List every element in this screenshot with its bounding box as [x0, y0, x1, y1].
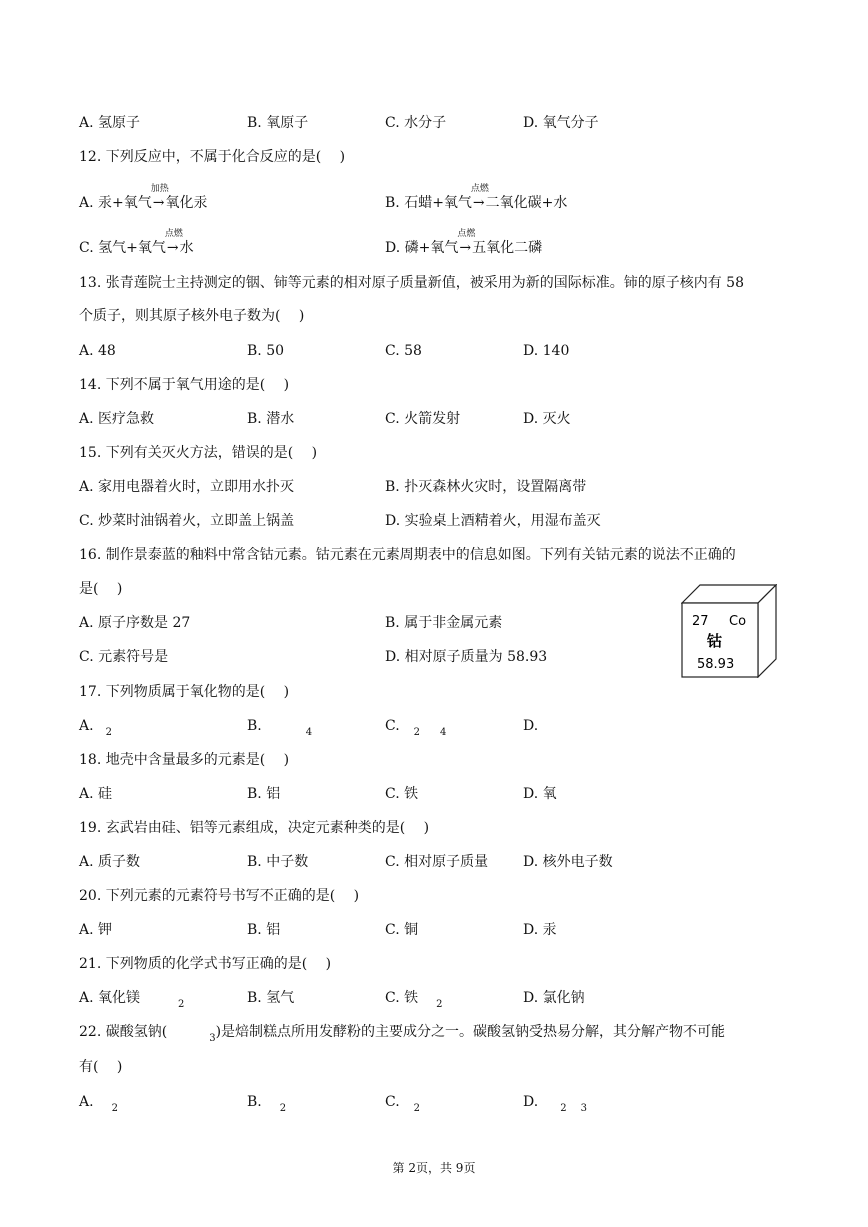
q15-option-c: C. 炒菜时油锅着火，立即盖上锅盖	[79, 513, 295, 529]
q13-option-b: B. 50	[247, 343, 285, 359]
q18-option-c: C. 铁	[385, 786, 419, 802]
q20-stem: 20. 下列元素的元素符号书写不正确的是( )	[79, 888, 360, 904]
q21-option-b: B. 氢气	[247, 990, 295, 1006]
q12-option-d: D. 磷+氧气 点燃 →五氧化二磷	[385, 229, 543, 256]
q17-stem: 17. 下列物质属于氧化物的是( )	[79, 684, 290, 700]
q15-stem: 15. 下列有关灭火方法，错误的是( )	[79, 445, 318, 461]
q13-option-c: C. 58	[385, 343, 422, 359]
page-footer: 第 2页，共 9页	[392, 1161, 476, 1175]
q21-stem: 21. 下列物质的化学式书写正确的是( )	[79, 956, 332, 972]
card-element-name: 钴	[707, 632, 723, 650]
q22-option-b: B. $_2$	[247, 1094, 287, 1114]
q16-stem-line1: 16. 制作景泰蓝的釉料中常含钴元素。钴元素在元素周期表中的信息如图。下列有关钴元素的说法不正确的	[79, 547, 736, 563]
q13-stem-line1: 13. 张青莲院士主持测定的铟、铈等元素的相对原子质量新值，被采用为新的国际标准。铈的原子核内有 58	[79, 275, 744, 291]
q19-option-b: B. 中子数	[247, 854, 309, 870]
q12-option-c: C. 氢气+氧气 点燃 →水	[79, 229, 194, 256]
q14-option-c: C. 火箭发射	[385, 411, 461, 427]
q17-option-c: C. $_2$ $_4$	[385, 718, 447, 738]
q14-option-a: A. 医疗急救	[79, 411, 155, 427]
q11-option-c: C. 水分子	[385, 115, 447, 131]
q20-option-d: D. 汞	[523, 922, 557, 938]
card-element-symbol: Co	[729, 614, 747, 629]
q20-option-b: B. 铝	[247, 922, 281, 938]
q13-option-a: A. 48	[79, 343, 116, 359]
q12-option-b: B. 石蜡+氧气 点燃 →二氧化碳+水	[385, 184, 568, 211]
q14-options	[79, 410, 571, 428]
cobalt-element-card	[681, 584, 777, 678]
q12-stem: 12. 下列反应中，不属于化合反应的是( )	[79, 149, 346, 165]
q17-options	[79, 717, 539, 738]
q16-options-ab	[79, 614, 503, 632]
reaction-arrow-icon: 点燃 →	[457, 229, 476, 256]
card-atomic-number: 27	[692, 614, 709, 629]
q17-option-d: D.	[523, 718, 539, 734]
q20-option-c: C. 铜	[385, 922, 419, 938]
q14-option-b: B. 潜水	[247, 411, 295, 427]
q12-options-cd	[79, 229, 543, 257]
reaction-arrow-icon: 点燃 →	[164, 229, 183, 256]
q21-option-c: C. 铁 $_2$	[385, 990, 443, 1010]
q18-option-d: D. 氧	[523, 786, 557, 802]
q17-option-a: A. $_2$	[79, 718, 112, 738]
q16-option-c: C. 元素符号是	[79, 649, 169, 665]
q19-option-d: D. 核外电子数	[523, 854, 613, 870]
q18-option-b: B. 铝	[247, 786, 281, 802]
q11-option-a: A. 氢原子	[79, 115, 141, 131]
q14-option-d: D. 灭火	[523, 411, 571, 427]
q15-options-cd	[79, 512, 601, 530]
q21-option-d: D. 氯化钠	[523, 990, 585, 1006]
q17-option-b: B. $_4$	[247, 718, 313, 738]
q16-stem-line2: 是( )	[79, 581, 123, 597]
q18-option-a: A. 硅	[79, 786, 113, 802]
q15-option-d: D. 实验桌上酒精着火，用湿布盖灭	[385, 513, 601, 529]
q16-options-cd	[79, 648, 548, 666]
q13-options	[79, 342, 570, 360]
q22-options	[79, 1093, 587, 1114]
q16-option-d: D. 相对原子质量为 58.93	[385, 649, 548, 665]
q22-option-d: D. $_2$ $_3$	[523, 1094, 587, 1114]
q11-options	[79, 114, 599, 132]
q22-option-a: A. $_2$	[79, 1094, 118, 1114]
q19-options	[79, 853, 613, 871]
q11-option-d: D. 氧气分子	[523, 115, 599, 131]
q15-option-a: A. 家用电器着火时，立即用水扑灭	[79, 479, 295, 495]
q19-option-a: A. 质子数	[79, 854, 141, 870]
q19-option-c: C. 相对原子质量	[385, 854, 489, 870]
q15-option-b: B. 扑灭森林火灾时，设置隔离带	[385, 479, 587, 495]
q16-option-a: A. 原子序数是 27	[79, 615, 191, 631]
q22-stem-line1: 22. 碳酸氢钠( $_3$)是焙制糕点所用发酵粉的主要成分之一。碳酸氢钠受热易分解，其分解产物不可能	[79, 1024, 726, 1044]
q22-stem-line2: 有( )	[79, 1059, 123, 1075]
card-atomic-mass: 58.93	[697, 657, 735, 672]
q19-stem: 19. 玄武岩由硅、铝等元素组成，决定元素种类的是( )	[79, 820, 430, 836]
q18-options	[79, 785, 557, 803]
q20-options	[79, 921, 557, 939]
q18-stem: 18. 地壳中含量最多的元素是( )	[79, 752, 290, 768]
q11-option-b: B. 氧原子	[247, 115, 309, 131]
q13-stem-line2: 个质子，则其原子核外电子数为( )	[79, 308, 305, 324]
q16-option-b: B. 属于非金属元素	[385, 615, 503, 631]
q21-options	[79, 989, 585, 1010]
q15-options-ab	[79, 478, 587, 496]
reaction-arrow-icon: 加热 →	[150, 184, 169, 211]
q14-stem: 14. 下列不属于氧气用途的是( )	[79, 377, 290, 393]
q20-option-a: A. 钾	[79, 922, 113, 938]
q12-option-a: A. 汞+氧气 加热 →氧化汞	[79, 184, 208, 211]
q22-option-c: C. $_2$	[385, 1094, 421, 1114]
q13-option-d: D. 140	[523, 343, 570, 359]
q12-options-ab	[79, 184, 568, 212]
q21-option-a: A. 氧化镁 $_2$	[79, 990, 185, 1010]
reaction-arrow-icon: 点燃 →	[470, 184, 489, 211]
